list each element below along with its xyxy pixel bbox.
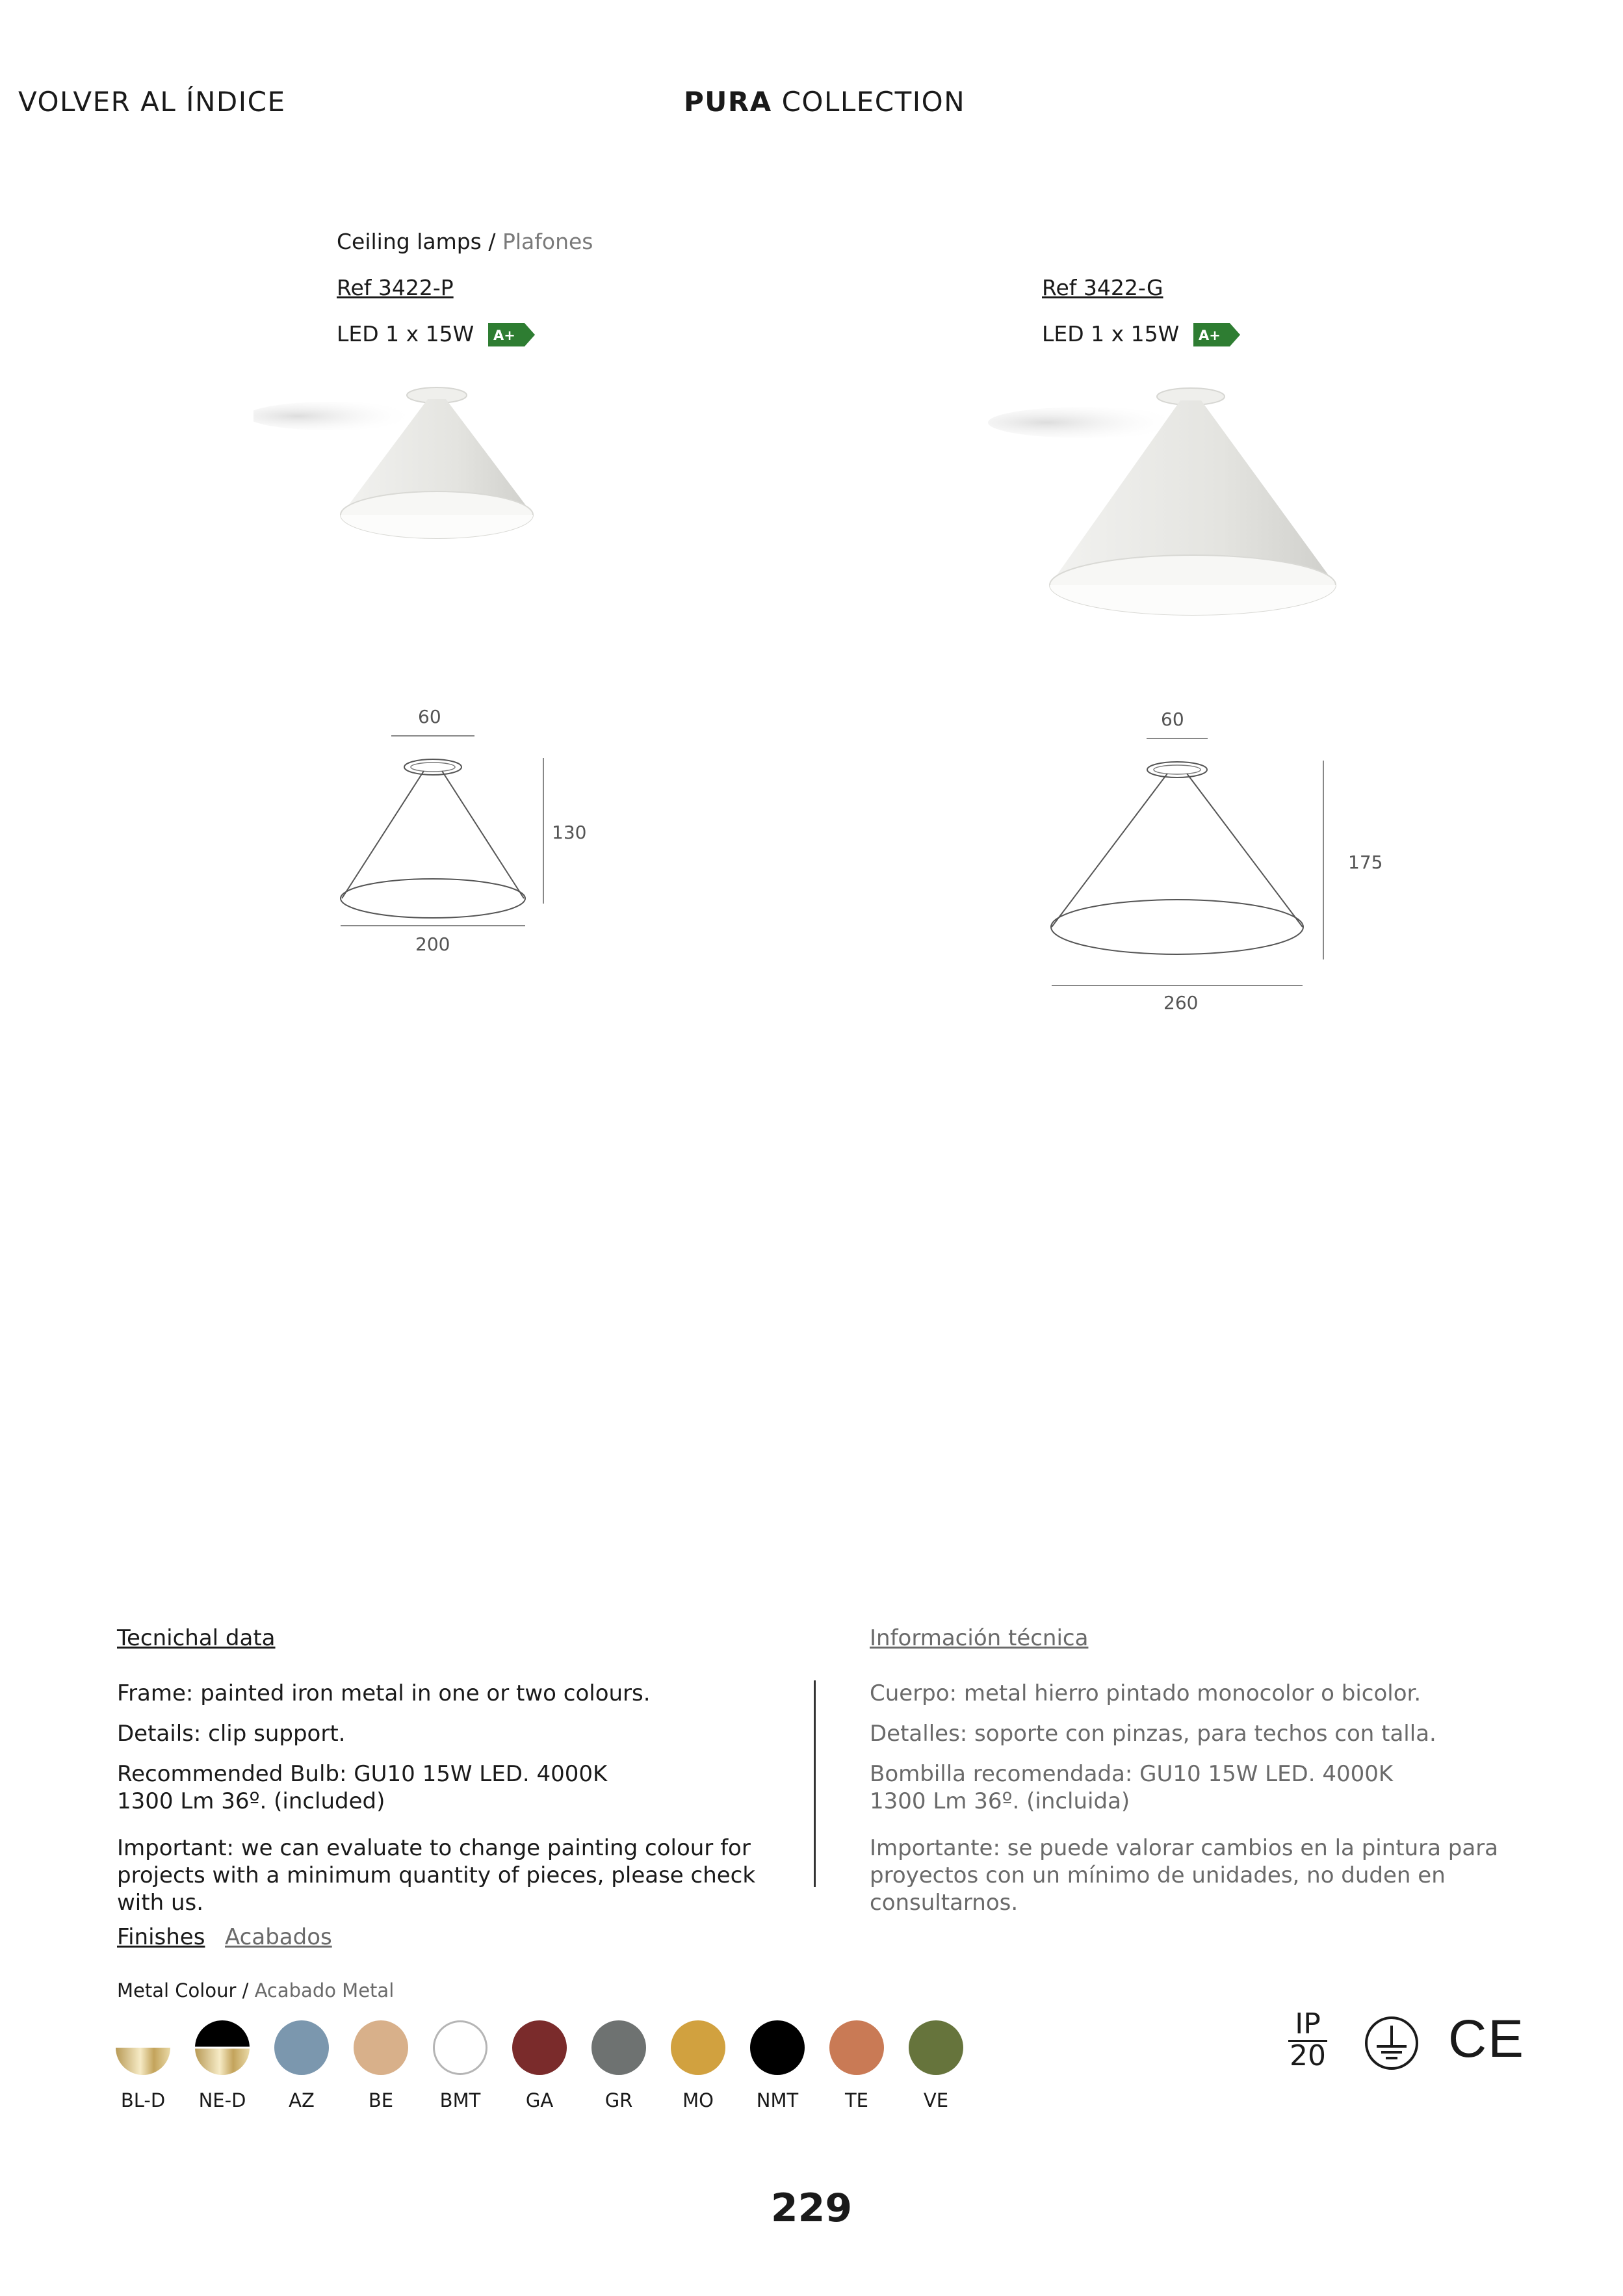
tech-frame-es: Cuerpo: metal hierro pintado monocolor o bicolor. [870, 1680, 1422, 1706]
led-spec-1: LED 1 x 15W [337, 321, 474, 346]
swatch-circle [829, 2020, 884, 2075]
swatch-code: AZ [289, 2089, 315, 2111]
finishes-tab-en[interactable]: Finishes [117, 1924, 205, 1950]
product-category [337, 229, 593, 254]
category-es: Plafones [495, 229, 593, 254]
product-led-2 [1042, 321, 1240, 346]
swatch-te[interactable] [818, 2020, 896, 2111]
tech-title-es: Información técnica [870, 1625, 1089, 1651]
swatch-circle [354, 2020, 408, 2075]
tech-important-en: Important: we can evaluate to change painting colour for projects with a minimum quantity of pieces, please check with us. [117, 1835, 756, 1916]
swatch-circle [512, 2020, 567, 2075]
swatch-circle [195, 2020, 250, 2075]
collection-name-bold: PURA [684, 86, 772, 118]
product-led-1 [337, 321, 535, 346]
ce-mark: CE [1448, 2009, 1525, 2068]
ip-rating-bottom: 20 [1290, 2039, 1326, 2072]
metal-colour-en: Metal Colour / [117, 1979, 249, 2002]
ip-rating-top: IP [1288, 2010, 1327, 2042]
metal-colour-title [117, 1979, 394, 2002]
swatch-bmt[interactable] [421, 2020, 499, 2111]
dim-top-1: 60 [418, 706, 441, 727]
swatch-code: BL-D [120, 2089, 166, 2111]
swatch-mo[interactable] [659, 2020, 737, 2111]
swatch-code: TE [844, 2089, 869, 2111]
swatch-circle [750, 2020, 805, 2075]
lamp-photo-small [253, 377, 552, 546]
dim-height-2: 175 [1348, 852, 1383, 873]
swatch-ve[interactable] [897, 2020, 975, 2111]
energy-class-1: A+ [493, 327, 516, 343]
column-divider [814, 1680, 816, 1887]
ground-icon [1364, 2015, 1420, 2071]
swatch-be[interactable] [342, 2020, 420, 2111]
swatch-bl-d[interactable] [104, 2020, 182, 2111]
tech-details-es: Detalles: soporte con pinzas, para techos con talla. [870, 1721, 1436, 1747]
swatch-code: GR [604, 2089, 633, 2111]
product-ref-1: Ref 3422-P [337, 275, 454, 300]
swatch-ga[interactable] [500, 2020, 578, 2111]
ip-rating [1288, 2007, 1327, 2072]
swatch-code: GA [525, 2089, 554, 2111]
finishes-tab-es[interactable]: Acabados [225, 1924, 332, 1950]
swatch-circle [433, 2020, 487, 2075]
product-ref-2: Ref 3422-G [1042, 275, 1163, 300]
swatch-az[interactable] [263, 2020, 341, 2111]
energy-class-2: A+ [1199, 327, 1221, 343]
swatch-circle [591, 2020, 646, 2075]
page-number: 229 [770, 2185, 853, 2231]
swatch-code: MO [682, 2089, 714, 2111]
energy-badge-1 [488, 323, 535, 345]
swatch-circle [671, 2020, 725, 2075]
category-en: Ceiling lamps / [337, 229, 496, 254]
collection-title [684, 86, 965, 118]
swatch-gr[interactable] [580, 2020, 658, 2111]
lamp-drawing-large [1040, 731, 1378, 1010]
swatch-circle [274, 2020, 329, 2075]
dim-height-1: 130 [552, 822, 587, 843]
dim-width-2: 260 [1163, 992, 1199, 1013]
led-spec-2: LED 1 x 15W [1042, 321, 1180, 346]
tech-details-en: Details: clip support. [117, 1721, 346, 1747]
swatch-code: BMT [439, 2089, 481, 2111]
tech-bulb-es: Bombilla recomendada: GU10 15W LED. 4000K 1300 Lm 36º. (incluida) [870, 1761, 1394, 1814]
swatch-ne-d[interactable] [183, 2020, 261, 2111]
energy-badge-2 [1193, 323, 1240, 345]
tech-important-es: Importante: se puede valorar cambios en la pintura para proyectos con un mínimo de unidades, no duden en consultarnos. [870, 1835, 1499, 1916]
swatch-circle [116, 2048, 170, 2075]
collection-name-rest: COLLECTION [772, 86, 966, 118]
dim-top-2: 60 [1161, 709, 1184, 730]
swatch-code: BE [368, 2089, 394, 2111]
swatch-circle [909, 2020, 963, 2075]
swatch-nmt[interactable] [738, 2020, 816, 2111]
swatch-code: NE-D [198, 2089, 246, 2111]
tech-frame-en: Frame: painted iron metal in one or two colours. [117, 1680, 651, 1706]
swatch-code: NMT [756, 2089, 799, 2111]
swatch-code: VE [923, 2089, 949, 2111]
back-to-index-link[interactable]: VOLVER AL ÍNDICE [18, 86, 286, 118]
metal-colour-es: Acabado Metal [248, 1979, 395, 2002]
dim-width-1: 200 [415, 933, 450, 955]
tech-bulb-en: Recommended Bulb: GU10 15W LED. 4000K 1300 Lm 36º. (included) [117, 1761, 608, 1814]
tech-title-en: Tecnichal data [117, 1625, 276, 1651]
lamp-photo-large [988, 377, 1352, 624]
